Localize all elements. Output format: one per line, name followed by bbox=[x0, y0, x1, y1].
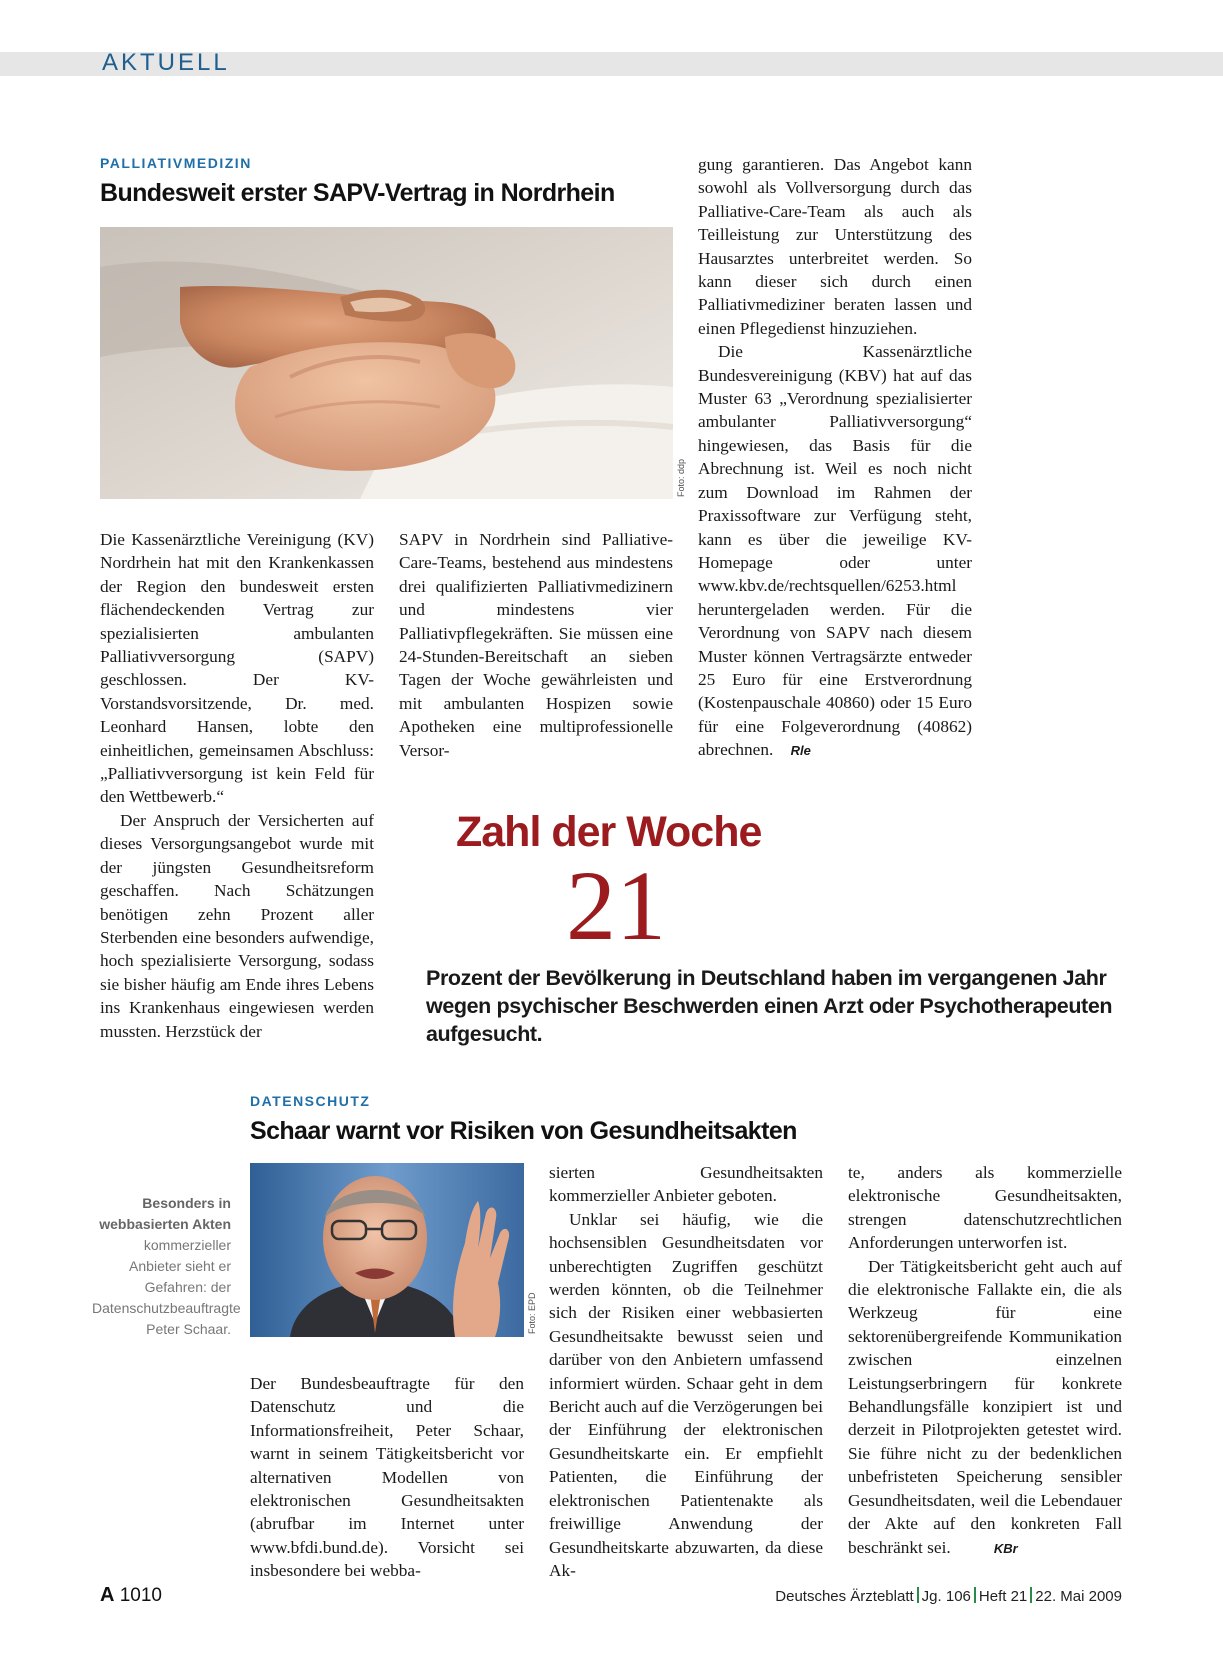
photo-credit: Foto: ddp bbox=[676, 458, 686, 497]
journal-date: 22. Mai 2009 bbox=[1035, 1588, 1122, 1605]
article1-kicker: PALLIATIVMEDIZIN bbox=[100, 155, 252, 171]
paragraph: SAPV in Nordrhein sind Palliative-Care-Teams, bestehend aus mindestens drei qualifizierten Palliativmedizinern und mindestens vier Palliativpflegekräften. Sie müssen eine 24-Stunden-Bereitschaft an sieben Tagen der Woche gewährleisten und mit ambulanten Hospizen sowie Apotheken eine multiprofessionelle Versor- bbox=[399, 530, 673, 760]
photo-credit: Foto: EPD bbox=[527, 1292, 537, 1334]
hands-photo bbox=[100, 227, 673, 499]
paragraph: Die Kassenärztliche Vereinigung (KV) Nordrhein hat mit den Krankenkassen der Region den bundesweit ersten flächendeckenden Vertrag zur spezialisierten ambulanten Palliativversorgung (SAPV) geschlossen. Der KV-Vorstandsvorsitzende, Dr. med. Leonhard Hansen, lobte den einheitlichen, gemeinsamen Abschluss: „Palliativversorgung ist kein Feld für den Wettbewerb.“ bbox=[100, 530, 374, 807]
caption-text: kommerzieller Anbieter sieht er Gefahren: der Datenschutzbeauftragte Peter Schaar. bbox=[92, 1237, 241, 1337]
paragraph: gung garantieren. Das Angebot kann sowohl als Vollversorgung durch das Palliative-Care-Team als auch als Teilleistung zur Unterstützung des Hausarztes unterbreitet werden. So kann dieser sich durch einen Palliativmediziner beraten lassen und einen Pflegedienst hinzuziehen. bbox=[698, 155, 972, 338]
page-prefix: A bbox=[100, 1584, 115, 1606]
paragraph: Unklar sei häufig, wie die hochsensiblen Gesundheitsdaten vor unberechtigten Zugriffen geschützt werden könnten, ob die Teilnehmer sich der Risiken einer webbasierten Gesundheitsakte bewusst seien und darüber von den Anbietern umfassend informiert würden. Schaar geht in dem Bericht auch auf die Verzögerungen bei der Einführung der elektronischen Gesundheitskarte ein. Er empfiehlt Patienten, die Einführung der elektronischen Patientenakte als freiwillige Anwendung der Gesundheitskarte abzuwarten, da diese Ak- bbox=[549, 1209, 823, 1580]
page-number-value: 1010 bbox=[119, 1585, 163, 1606]
article1-column-2 bbox=[399, 528, 673, 762]
paragraph bbox=[848, 1255, 1122, 1560]
page-number bbox=[100, 1584, 162, 1607]
section-label: AKTUELL bbox=[102, 49, 230, 76]
divider bbox=[1030, 1587, 1032, 1603]
article2-column-3 bbox=[848, 1161, 1122, 1560]
journal-volume: Jg. 106 bbox=[921, 1588, 971, 1605]
article1-headline: Bundesweit erster SAPV-Vertrag in Nordrhein bbox=[100, 179, 615, 207]
article2-column-2 bbox=[549, 1161, 823, 1582]
schaar-photo-image bbox=[250, 1163, 524, 1337]
divider bbox=[974, 1587, 976, 1603]
paragraph bbox=[698, 340, 972, 762]
journal-name: Deutsches Ärzteblatt bbox=[775, 1588, 914, 1605]
paragraph: te, anders als kommerzielle elektronische Gesundheitsakten, strengen datenschutzrechtlichen Anforderungen unterworfen ist. bbox=[848, 1163, 1122, 1253]
article2-column-1 bbox=[250, 1372, 524, 1583]
zahl-der-woche-number: 21 bbox=[566, 850, 666, 961]
zahl-der-woche-text: Prozent der Bevölkerung in Deutschland haben im vergangenen Jahr wegen psychischer Beschwerden einen Arzt oder Psychotherapeuten aufgesucht. bbox=[426, 966, 1113, 1046]
paragraph: Der Anspruch der Versicherten auf dieses Versorgungsangebot wurde mit der jüngsten Gesundheitsreform geschaffen. Nach Schätzungen benötigen zehn Prozent aller Sterbenden eine besonders aufwendige, hoch spezialisierte Versorgung, sodass sie bisher häufig am Ende ihres Lebens ins Krankenhaus eingewiesen werden mussten. Herzstück der bbox=[100, 810, 374, 1041]
zahl-der-woche-title: Zahl der Woche bbox=[456, 808, 762, 856]
author-signature: Rle bbox=[790, 743, 811, 759]
journal-issue: Heft 21 bbox=[978, 1588, 1028, 1605]
article1-column-1 bbox=[100, 528, 374, 1043]
author-signature: KBr bbox=[993, 1540, 1018, 1556]
paragraph: sierten Gesundheitsakten kommerzieller Anbieter geboten. bbox=[549, 1163, 823, 1206]
article2-kicker: DATENSCHUTZ bbox=[250, 1093, 371, 1109]
paragraph-text: Der Tätigkeitsbericht geht auch auf die elektronische Fallakte ein, die als Werkzeug für eine sektorenübergreifende Kommunikation zwischen einzelnen Leistungserbringern für konkrete Behandlungsfälle konzipiert ist und derzeit in Pilotprojekten getestet wird. Sie führe nicht zu der bedenklichen unbefristeten Speicherung sensibler Gesundheitsdaten, weil die Lebendauer der Akte auf den konkreten Fall beschränkt sei. bbox=[848, 1256, 1122, 1557]
divider bbox=[917, 1587, 919, 1603]
article2-headline: Schaar warnt vor Risiken von Gesundheitsakten bbox=[250, 1117, 797, 1145]
schaar-photo bbox=[250, 1163, 524, 1337]
hands-photo-image bbox=[100, 227, 673, 499]
journal-info bbox=[775, 1587, 1122, 1605]
paragraph: Der Bundesbeauftragte für den Datenschutz und die Informationsfreiheit, Peter Schaar, warnt in seinem Tätigkeitsbericht vor alternativen Modellen von elektronischen Gesundheitsakten (abrufbar im Internet unter www.bfdi.bund.de). Vorsicht sei insbesondere bei webba- bbox=[250, 1374, 524, 1581]
photo-caption bbox=[92, 1193, 241, 1340]
article1-column-3 bbox=[698, 153, 972, 763]
paragraph-text: Die Kassenärztliche Bundesvereinigung (KBV) hat auf das Muster 63 „Verordnung spezialisierter ambulanter Palliativversorgung“ hingewiesen, das Basis für die Abrechnung ist. Weil es noch nicht zum Download im Rahmen der Praxissoftware zur Verfügung steht, kann es über die jeweilige KV-Homepage oder unter www.kbv.de/rechtsquellen/6253.html heruntergeladen werden. Für die Verordnung von SAPV nach diesem Muster können Vertragsärzte entweder 25 Euro für eine Erstverordnung (Kostenpauschale 40860) oder 15 Euro für eine Folgeverordnung (40862) abrechnen. bbox=[698, 342, 972, 760]
caption-bold: Besonders in webbasierten Akten bbox=[99, 1195, 231, 1232]
